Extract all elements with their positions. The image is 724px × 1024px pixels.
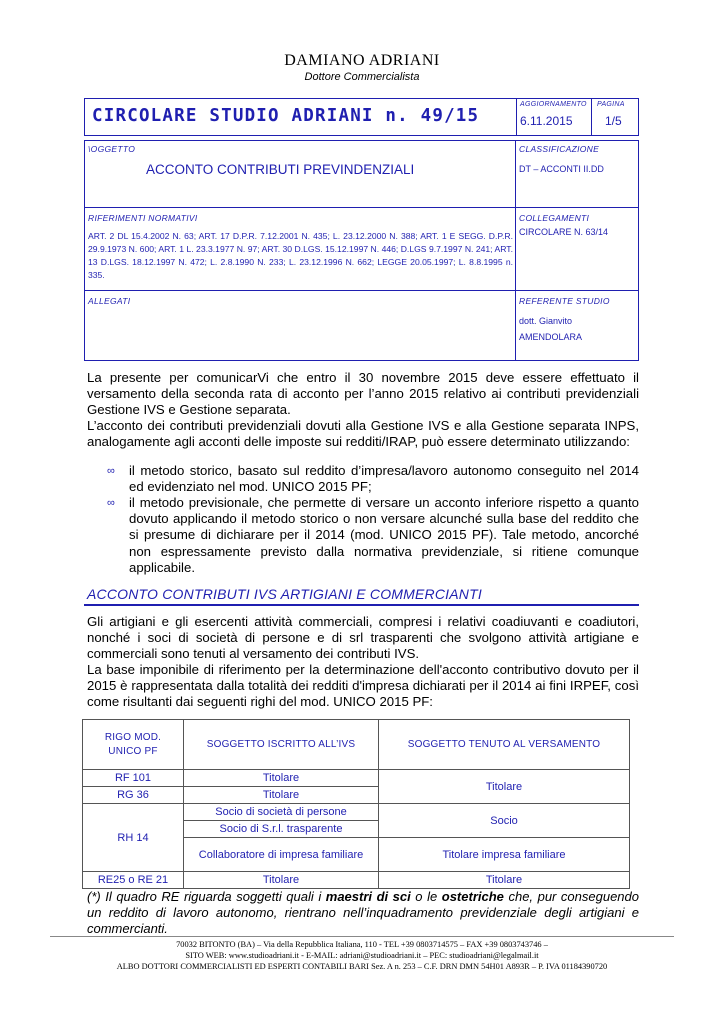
- contact-label: REFERENTE STUDIO: [519, 296, 610, 306]
- table-cell: Titolare: [379, 770, 630, 804]
- circular-title: CIRCOLARE STUDIO ADRIANI n. 49/15: [92, 106, 480, 126]
- table-header-cell: RIGO MOD. UNICO PF: [83, 720, 184, 770]
- bullet-forecast-method: il metodo previsionale, che permette di versare un acconto inferiore rispetto a quanto dovuto applicando il metodo storico o non versare alcunché sulla base del reddito che si presume di dichiarare per il 2014 (mod. UNICO 2015 PF). Tale metodo, ancorché non espressamente previsto dalla normativa previdenziale, si ritiene comunque applicabile.: [129, 495, 639, 575]
- infinity-bullet-icon: ∞: [107, 465, 115, 477]
- ivs-paragraph: Gli artigiani e gli esercenti attività commerciali, compresi i relativi coadiuvanti e coadiutori, nonché i soci di società di persone e di srl trasparenti che svolgono attività artigiane e commerciali sono tenuti al versamento dei contributi IVS.: [87, 614, 639, 662]
- table-header-cell: SOGGETTO ISCRITTO ALL’IVS: [184, 720, 379, 770]
- section-title: ACCONTO CONTRIBUTI IVS ARTIGIANI E COMMERCIANTI: [87, 586, 482, 602]
- table-cell: Socio di S.r.l. trasparente: [184, 821, 379, 838]
- page-number: 1/5: [605, 114, 622, 128]
- grid-divider: [84, 207, 639, 208]
- footer-contacts: SITO WEB: www.studioadriani.it - E-MAIL: adriani@studioadriani.it – PEC: studioadriani@legalmail.it: [185, 951, 539, 960]
- contact-value: dott. Gianvito AMENDOLARA: [519, 316, 583, 342]
- footnote-text: che, pur conseguendo un reddito di lavoro autonomo, rientrano nell’inquadramento previdenziale degli artigiani e commercianti.: [87, 889, 639, 936]
- table-row: [83, 804, 630, 821]
- firm-name: DAMIANO ADRIANI: [284, 52, 440, 69]
- references-label: RIFERIMENTI NORMATIVI: [88, 213, 198, 223]
- bullet-historical-method: il metodo storico, basato sul reddito d’impresa/lavoro autonomo conseguito nel 2014 ed evidenziato nel mod. UNICO 2015 PF;: [129, 463, 639, 495]
- links-value: CIRCOLARE N. 63/14: [519, 227, 609, 237]
- table-cell: Socio: [379, 804, 630, 838]
- attachments-label: ALLEGATI: [88, 296, 131, 306]
- tax-base-paragraph: La base imponibile di riferimento per la determinazione dell'acconto contributivo dovuto per il 2015 è rappresentata dalla totalità dei redditi d'impresa dichiarati per il 2014 ai fini IRPEF, così come risultanti dai seguenti righi del mod. UNICO 2015 PF:: [87, 662, 639, 710]
- update-date: 6.11.2015: [520, 114, 573, 128]
- footer-registry: ALBO DOTTORI COMMERCIALISTI ED ESPERTI CONTABILI BARI Sez. A n. 253 – C.F. DRN DMN 54H01 A893R – P. IVA 01184390720: [116, 962, 608, 971]
- table-cell: Titolare: [184, 872, 379, 889]
- page-label: PAGINA: [597, 101, 625, 108]
- intro-paragraph: La presente per comunicarVi che entro il 30 novembre 2015 deve essere effettuato il versamento della seconda rata di acconto per l’anno 2015 relativo ai contributi previdenziali Gestione IVS e Gestione separata.: [87, 370, 639, 418]
- table-row: [83, 872, 630, 889]
- table-cell: Collaboratore di impresa familiare: [184, 838, 379, 872]
- unico-rows-table: [82, 719, 630, 889]
- table-cell: RE25 o RE 21: [83, 872, 184, 889]
- grid-divider: [84, 290, 639, 291]
- table-cell: RG 36: [83, 787, 184, 804]
- subject-label: \OGGETTO: [88, 144, 136, 154]
- table-cell: RF 101: [83, 770, 184, 787]
- classification-label: CLASSIFICAZIONE: [519, 144, 600, 154]
- methods-paragraph: L’acconto dei contributi previdenziali dovuti alla Gestione IVS e alla Gestione separata INPS, analogamente agli acconti delle imposte sui redditi/IRAP, può essere determinato utilizzando:: [87, 418, 639, 450]
- footnote-text: o le: [410, 889, 442, 904]
- table-cell: Socio di società di persone: [184, 804, 379, 821]
- table-cell: RH 14: [83, 804, 184, 872]
- footnote-emphasis: maestri di sci: [325, 889, 411, 904]
- section-rule: [84, 604, 639, 606]
- footer-address: 70032 BITONTO (BA) – Via della Repubblica Italiana, 110 - TEL +39 0803714575 – FAX +39 0803743746 –: [176, 940, 548, 949]
- table-row: [83, 770, 630, 787]
- table-cell: Titolare: [379, 872, 630, 889]
- subject-value: ACCONTO CONTRIBUTI PREVINDENZIALI: [146, 162, 415, 177]
- links-label: COLLEGAMENTI: [519, 213, 590, 223]
- footnote: [87, 889, 639, 937]
- table-cell: Titolare impresa familiare: [379, 838, 630, 872]
- grid-divider: [515, 140, 516, 361]
- table-header-cell: SOGGETTO TENUTO AL VERSAMENTO: [379, 720, 630, 770]
- footnote-text: (*) Il quadro RE riguarda soggetti quali i: [87, 889, 326, 904]
- table-cell: Titolare: [184, 770, 379, 787]
- footnote-emphasis: ostetriche: [441, 889, 504, 904]
- classification-value: DT – ACCONTI II.DD: [519, 164, 604, 174]
- title-divider: [591, 98, 592, 136]
- footer-rule: [50, 936, 674, 937]
- table-cell: Titolare: [184, 787, 379, 804]
- title-divider: [516, 98, 517, 136]
- update-label: AGGIORNAMENTO: [520, 101, 587, 108]
- firm-subtitle: Dottore Commercialista: [304, 71, 420, 83]
- infinity-bullet-icon: ∞: [107, 497, 115, 509]
- references-value: ART. 2 DL 15.4.2002 N. 63; ART. 17 D.P.R. 7.12.2001 N. 435; L. 23.12.2000 N. 388; ART. 1 E SEGG. D.P.R. 29.9.1973 N. 600; ART. 1 L. 23.3.1977 N. 97; ART. 30 D.LGS. 15.12.1997 N. 446; D.LGS 9.7.1997 N. 241; ART. 13 D.LGS. 18.12.1997 N. 472; L. 2.8.1990 N. 233; L. 23.12.1996 N. 662; LEGGE 20.05.1997; L. 8.8.1995 n. 335.: [88, 231, 513, 280]
- table-header-row: [83, 720, 630, 770]
